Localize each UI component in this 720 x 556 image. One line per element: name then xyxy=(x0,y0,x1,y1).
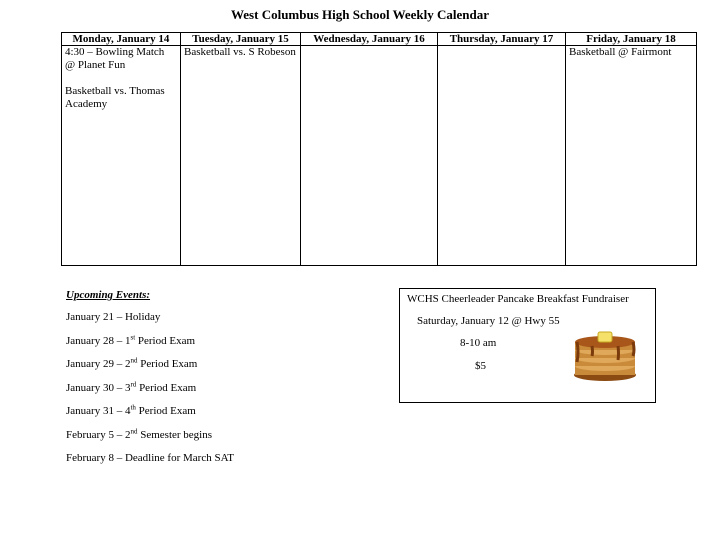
fundraiser-title: WCHS Cheerleader Pancake Breakfast Fundraiser xyxy=(407,293,629,305)
calendar-event: 4:30 – Bowling Match @ Planet Fun xyxy=(65,46,165,71)
day-header-friday: Friday, January 18 xyxy=(566,33,697,46)
upcoming-event-item: January 28 – 1st Period Exam xyxy=(66,332,196,347)
weekly-calendar xyxy=(61,32,697,266)
upcoming-events-heading: Upcoming Events: xyxy=(66,289,151,301)
upcoming-event-item: January 29 – 2nd Period Exam xyxy=(66,356,198,370)
calendar-event: Basketball vs. Thomas Academy xyxy=(65,85,165,110)
pancake-stack-icon xyxy=(572,326,638,382)
day-header-monday: Monday, January 14 xyxy=(62,33,181,46)
day-cell-monday xyxy=(62,46,181,266)
day-cell-tuesday xyxy=(181,46,301,266)
day-header-wednesday: Wednesday, January 16 xyxy=(301,33,438,46)
day-cell-thursday xyxy=(438,46,566,266)
fundraiser-date: Saturday, January 12 @ Hwy 55 xyxy=(417,315,560,327)
upcoming-event-item: February 8 – Deadline for March SAT xyxy=(66,452,235,464)
fundraiser-price: $5 xyxy=(475,360,486,372)
upcoming-event-item: February 5 – 2nd Semester begins xyxy=(66,426,213,441)
fundraiser-time: 8-10 am xyxy=(460,337,497,349)
upcoming-events xyxy=(66,289,234,476)
upcoming-event-item: January 21 – Holiday xyxy=(66,311,161,323)
calendar-event: Basketball @ Fairmont xyxy=(569,46,672,58)
page-title: West Columbus High School Weekly Calendar xyxy=(231,7,489,22)
day-cell-friday xyxy=(566,46,697,266)
day-header-thursday: Thursday, January 17 xyxy=(438,33,566,46)
upcoming-event-item: January 30 – 3rd Period Exam xyxy=(66,379,197,394)
upcoming-event-item: January 31 – 4th Period Exam xyxy=(66,403,196,417)
calendar-event: Basketball vs. S Robeson xyxy=(184,46,296,58)
day-header-tuesday: Tuesday, January 15 xyxy=(181,33,301,46)
day-cell-wednesday xyxy=(301,46,438,266)
